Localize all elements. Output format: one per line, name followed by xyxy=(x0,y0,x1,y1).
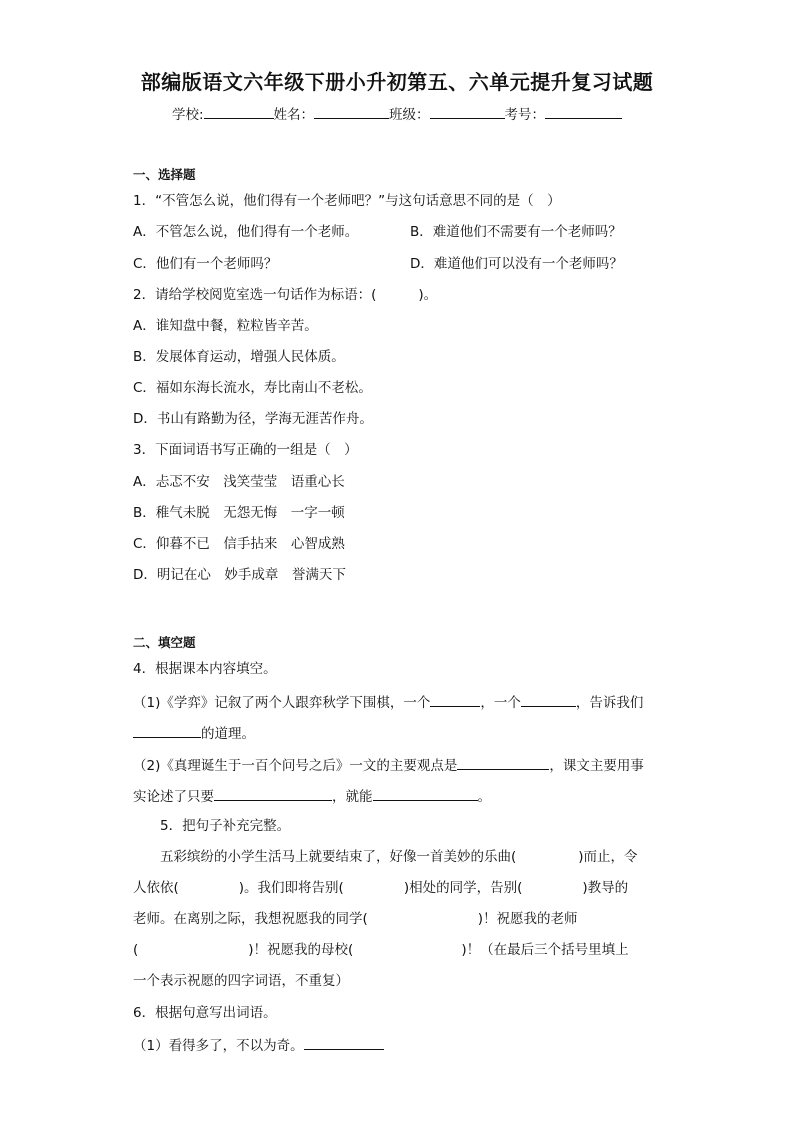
name-blank[interactable] xyxy=(314,104,389,119)
q4-part2-line1 xyxy=(133,755,644,775)
school-blank[interactable] xyxy=(204,104,274,119)
q1-option-a[interactable]: A．不管怎么说，他们得有一个老师。 xyxy=(133,224,359,240)
q4-p2-text-b: ，课文主要用事 xyxy=(549,758,644,774)
q6-p1-blank[interactable] xyxy=(304,1035,384,1050)
q5-l3-text-a: 老师。在离别之际，我想祝愿我的同学( xyxy=(133,911,368,927)
q6-part1 xyxy=(133,1035,384,1055)
q4-p1-text-c: ，告诉我们 xyxy=(575,695,644,711)
q3-option-a[interactable]: A．忐忑不安 浅笑莹莹 语重心长 xyxy=(133,474,345,490)
q1-option-b[interactable]: B．难道他们不需要有一个老师吗？ xyxy=(410,224,622,240)
class-label: 班级： xyxy=(389,107,430,123)
q4-part1-line2 xyxy=(133,723,255,743)
q5-line4 xyxy=(133,941,629,959)
page-title: 部编版语文六年级下册小升初第五、六单元提升复习试题 xyxy=(140,70,654,94)
q4-p2-text-c: 实论述了只要 xyxy=(133,789,214,805)
q5-l1-text-a: 五彩缤纷的小学生活马上就要结束了，好像一首美妙的乐曲( xyxy=(160,849,517,865)
q4-part2-line2 xyxy=(133,786,491,806)
q3-stem: 3．下面词语书写正确的一组是（ ） xyxy=(133,442,358,458)
q5-l2-text-b: )。我们即将告别( xyxy=(238,880,344,896)
student-info-line xyxy=(0,103,794,123)
section-heading-choice: 一、选择题 xyxy=(133,167,196,182)
q5-l2-text-d: )教导的 xyxy=(582,880,629,896)
q5-l4-text-b: )！祝愿我的母校( xyxy=(248,942,354,958)
q5-line1 xyxy=(160,848,638,866)
q4-p2-text-d: ，就能 xyxy=(332,789,373,805)
school-label: 学校: xyxy=(171,107,204,123)
q6-p1-text: （1）看得多了，不以为奇。 xyxy=(133,1038,304,1054)
q2-stem-end: )。 xyxy=(418,287,438,303)
exam-no-label: 考号： xyxy=(504,107,546,123)
q2-option-b[interactable]: B．发展体育运动，增强人民体质。 xyxy=(133,349,345,365)
q2-option-c[interactable]: C．福如东海长流水，寿比南山不老松。 xyxy=(133,380,372,396)
q4-p2-text-a: （2)《真理诞生于一百个问号之后》一文的主要观点是 xyxy=(133,758,458,774)
q5-stem: 5．把句子补充完整。 xyxy=(160,818,291,834)
exam-no-blank[interactable] xyxy=(545,104,622,119)
q5-l3-text-b: )！祝愿我的老师 xyxy=(477,911,578,927)
q4-p2-blank-2[interactable] xyxy=(214,786,332,801)
q3-option-b[interactable]: B．稚气未脱 无怨无悔 一字一顿 xyxy=(133,505,345,521)
q5-line2 xyxy=(133,879,628,897)
q4-part1-line1 xyxy=(133,692,643,712)
q2-stem-text: 2．请给学校阅览室选一句话作为标语：( xyxy=(133,287,377,303)
q5-line5: 一个表示祝愿的四字词语，不重复） xyxy=(133,973,349,989)
q4-p1-text-a: （1)《学弈》记叙了两个人跟弈秋学下围棋，一个 xyxy=(133,695,431,711)
q4-p2-text-e: 。 xyxy=(477,789,491,805)
q3-option-d[interactable]: D．明记在心 妙手成章 誉满天下 xyxy=(133,567,346,583)
q4-stem: 4．根据课本内容填空。 xyxy=(133,661,277,677)
q4-p2-blank-1[interactable] xyxy=(457,755,549,770)
q5-l4-text-a: ( xyxy=(133,942,139,958)
name-label: 姓名： xyxy=(273,107,315,123)
q2-stem xyxy=(133,286,437,304)
q1-option-c[interactable]: C．他们有一个老师吗？ xyxy=(133,256,278,272)
q4-p1-blank-2[interactable] xyxy=(521,692,576,707)
q4-p1-blank-1[interactable] xyxy=(430,692,480,707)
q3-option-c[interactable]: C．仰暮不已 信手拈来 心智成熟 xyxy=(133,536,345,552)
q2-option-a[interactable]: A．谁知盘中餐，粒粒皆辛苦。 xyxy=(133,318,318,334)
q2-option-d[interactable]: D．书山有路勤为径，学海无涯苦作舟。 xyxy=(133,411,373,427)
q6-stem: 6．根据句意写出词语。 xyxy=(133,1005,277,1021)
q4-p2-blank-3[interactable] xyxy=(373,786,478,801)
q5-l2-text-a: 人依依( xyxy=(133,880,179,896)
q5-l2-text-c: )相处的同学，告别( xyxy=(403,880,523,896)
q4-p1-text-d: 的道理。 xyxy=(201,726,255,742)
q5-l1-text-b: )而止，令 xyxy=(578,849,638,865)
q4-p1-blank-3[interactable] xyxy=(133,723,201,738)
q1-option-d[interactable]: D．难道他们可以没有一个老师吗？ xyxy=(410,256,623,272)
q5-l4-text-c: )！（在最后三个括号里填上 xyxy=(461,942,629,958)
section-heading-fill: 二、填空题 xyxy=(133,635,196,650)
class-blank[interactable] xyxy=(430,104,505,119)
q5-line3 xyxy=(133,910,578,928)
q1-stem: 1．“不管怎么说，他们得有一个老师吧？”与这句话意思不同的是（ ） xyxy=(133,193,561,209)
q4-p1-text-b: ，一个 xyxy=(480,695,521,711)
